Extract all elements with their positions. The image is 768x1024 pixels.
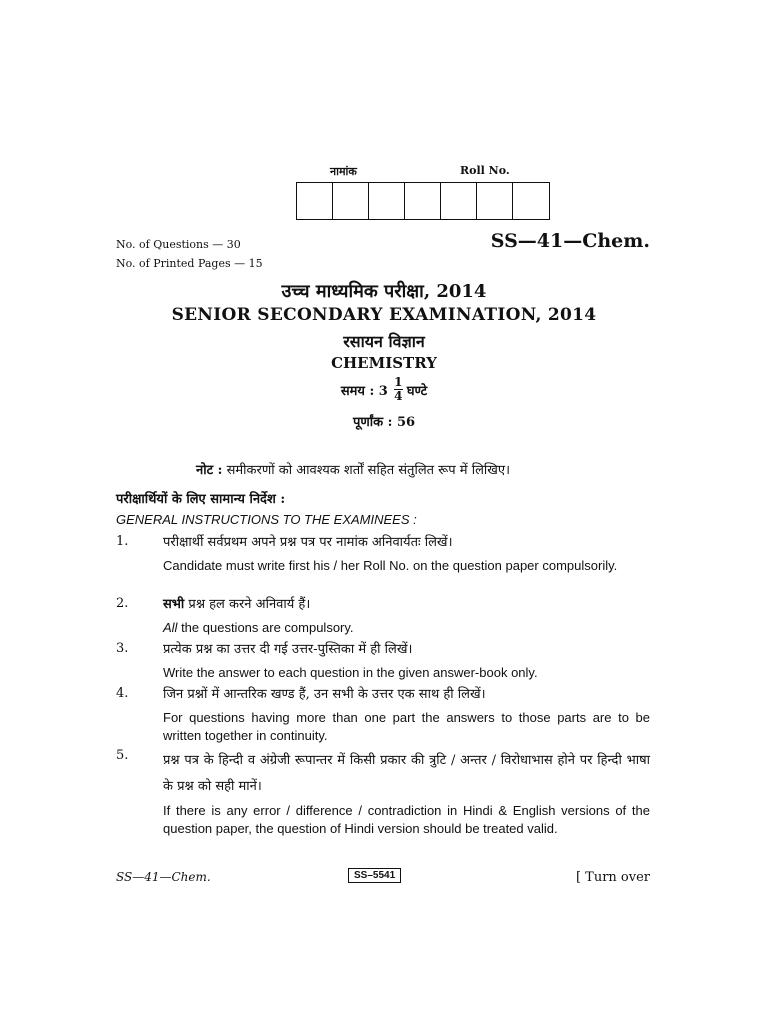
instruction-hindi [163, 596, 650, 614]
fraction-numerator: 1 [394, 375, 403, 389]
subject-english: CHEMISTRY [331, 354, 437, 372]
instruction-english-rest: the questions are compulsory. [177, 620, 354, 635]
instruction-number: 1. [116, 534, 129, 549]
instruction-hindi-rest: प्रश्न हल करने अनिवार्य हैं। [184, 597, 311, 612]
roll-digit-box[interactable] [297, 183, 333, 219]
instruction-hindi: जिन प्रश्नों में आन्तरिक खण्ड हैं, उन सभी के उत्तर एक साथ ही लिखें। [163, 687, 486, 702]
instruction-english: For questions having more than one part the answers to those parts are to be written together in continuity. [163, 710, 650, 743]
roll-number-boxes[interactable] [296, 182, 550, 220]
instruction-item [116, 641, 650, 685]
instruction-body [163, 534, 650, 575]
instructions-heading-english: GENERAL INSTRUCTIONS TO THE EXAMINEES : [116, 512, 417, 527]
instruction-hindi: प्रश्न पत्र के हिन्दी व अंग्रेजी रूपान्तर में किसी प्रकार की त्रुटि / अन्तर / विरोधाभास होने पर हिन्दी भाषा के प्रश्न को सही मानें। [163, 753, 650, 794]
roll-labels [296, 164, 558, 182]
time-unit: घण्टे [406, 383, 428, 399]
note [196, 460, 510, 478]
max-marks: पूर्णांक : 56 [352, 415, 416, 430]
instruction-body [163, 596, 650, 637]
instruction-number: 4. [116, 686, 129, 701]
roll-digit-box[interactable] [477, 183, 513, 219]
roll-digit-box[interactable] [405, 183, 441, 219]
time-label: समय : 3 [340, 383, 388, 399]
roll-digit-box[interactable] [333, 183, 369, 219]
page-count: No. of Printed Pages — 15 [116, 257, 263, 270]
exam-title-english: SENIOR SECONDARY EXAMINATION, 2014 [171, 305, 597, 325]
instructions-heading-hindi: परीक्षार्थियों के लिए सामान्य निर्देश : [116, 492, 286, 507]
footer-paper-code: SS—41—Chem. [116, 870, 211, 884]
roll-label-hindi: नामांक [330, 165, 357, 178]
note-text: समीकरणों को आवश्यक शर्तों सहित संतुलित रूप में लिखिए। [222, 463, 511, 478]
instruction-number: 3. [116, 641, 129, 656]
instruction-item [116, 534, 650, 594]
subject-hindi: रसायन विज्ञान [343, 332, 425, 351]
instruction-hindi-bold: सभी [163, 597, 185, 612]
instruction-hindi: परीक्षार्थी सर्वप्रथम अपने प्रश्न पत्र पर नामांक अनिवार्यतः लिखें। [163, 535, 453, 550]
instruction-english-italic: All [163, 620, 178, 635]
instruction-english: If there is any error / difference / contradiction in Hindi & English versions of the question paper, the question of Hindi version should be treated valid. [163, 803, 650, 836]
instruction-item [116, 596, 650, 640]
fraction-denominator: 4 [394, 389, 403, 403]
roll-digit-box[interactable] [369, 183, 405, 219]
roll-label-english: Roll No. [460, 164, 510, 177]
instruction-hindi: प्रत्येक प्रश्न का उत्तर दी गई उत्तर-पुस्तिका में ही लिखें। [163, 642, 413, 657]
instruction-body [163, 686, 650, 745]
instruction-item [116, 748, 650, 852]
time-fraction [394, 376, 403, 403]
instruction-number: 2. [116, 596, 129, 611]
footer-series-code: SS–5541 [348, 868, 401, 883]
instruction-english: Write the answer to each question in the given answer-book only. [163, 665, 538, 680]
instruction-item [116, 686, 650, 746]
instruction-body [163, 641, 650, 682]
note-label: नोट : [196, 463, 223, 478]
instruction-body [163, 748, 650, 838]
turn-over-label: [ Turn over [575, 870, 650, 885]
exam-title-hindi: उच्च माध्यमिक परीक्षा, 2014 [281, 281, 487, 302]
time-allowed [0, 376, 768, 403]
paper-code: SS—41—Chem. [490, 230, 650, 252]
instruction-english: Candidate must write first his / her Roll No. on the question paper compulsorily. [163, 558, 618, 573]
question-count: No. of Questions — 30 [116, 238, 241, 251]
instruction-english [163, 619, 650, 637]
roll-digit-box[interactable] [441, 183, 477, 219]
roll-digit-box[interactable] [513, 183, 549, 219]
instruction-number: 5. [116, 748, 129, 763]
